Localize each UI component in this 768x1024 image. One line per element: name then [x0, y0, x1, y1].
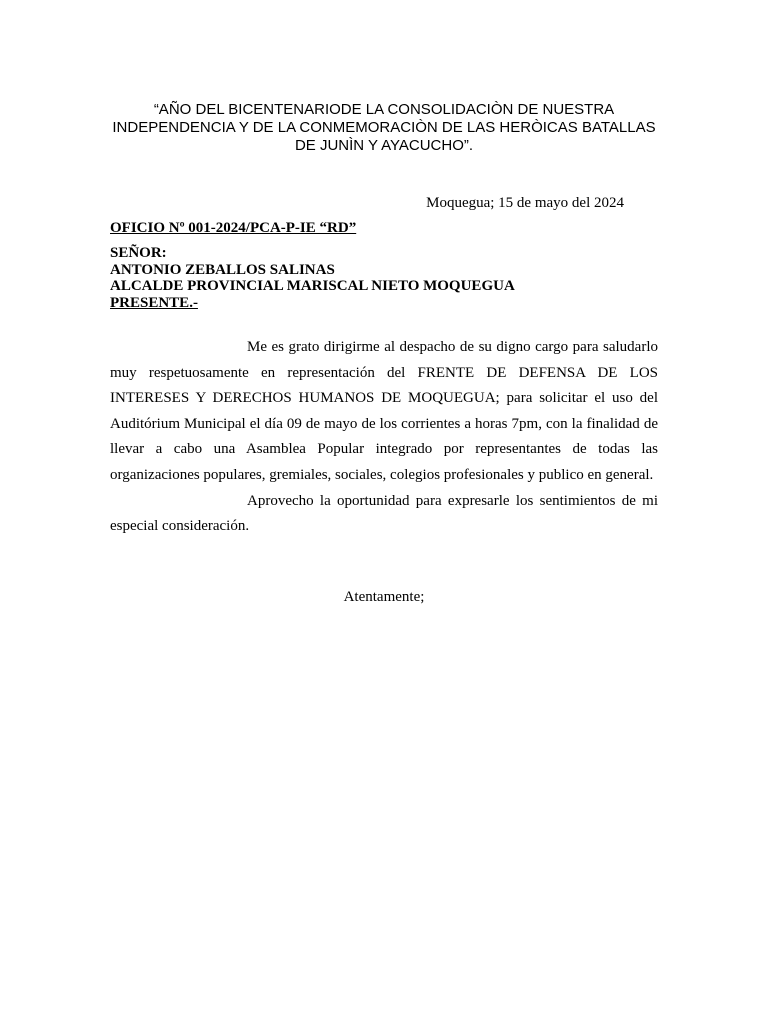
addressee-block: [110, 245, 515, 311]
letter-body: [110, 335, 658, 540]
body-paragraph-1: Me es grato dirigirme al despacho de su digno cargo para saludarlo muy respetuosamente en representación del FRENTE DE DEFENSA DE LOS INTERESES Y DERECHOS HUMANOS DE MOQUEGUA; para solicitar el uso del Auditórium Municipal el día 09 de mayo de los corrientes a horas 7pm, con la finalidad de llevar a cabo una Asamblea Popular integrado por representantes de todas las organizaciones populares, gremiales, sociales, colegios profesionales y publico en general.: [110, 339, 658, 483]
document-motto: “AÑO DEL BICENTENARIODE LA CONSOLIDACIÒN DE NUESTRA INDEPENDENCIA Y DE LA CONMEMORACIÒN DE LAS HERÒICAS BATALLAS DE JUNÌN Y AYACUCHO”.: [112, 101, 656, 154]
document-date: Moquegua; 15 de mayo del 2024: [426, 195, 624, 211]
oficio-reference: OFICIO Nº 001-2024/PCA-P-IE “RD”: [110, 220, 357, 236]
addressee-presente: PRESENTE.-: [110, 294, 198, 311]
body-paragraph-2: Aprovecho la oportunidad para expresarle los sentimientos de mi especial consideración.: [110, 492, 658, 535]
letter-closing: Atentamente;: [343, 589, 425, 605]
addressee-name: ANTONIO ZEBALLOS SALINAS: [110, 261, 335, 278]
addressee-salutation: SEÑOR:: [110, 245, 167, 261]
addressee-position: ALCALDE PROVINCIAL MARISCAL NIETO MOQUEGUA: [110, 278, 515, 294]
